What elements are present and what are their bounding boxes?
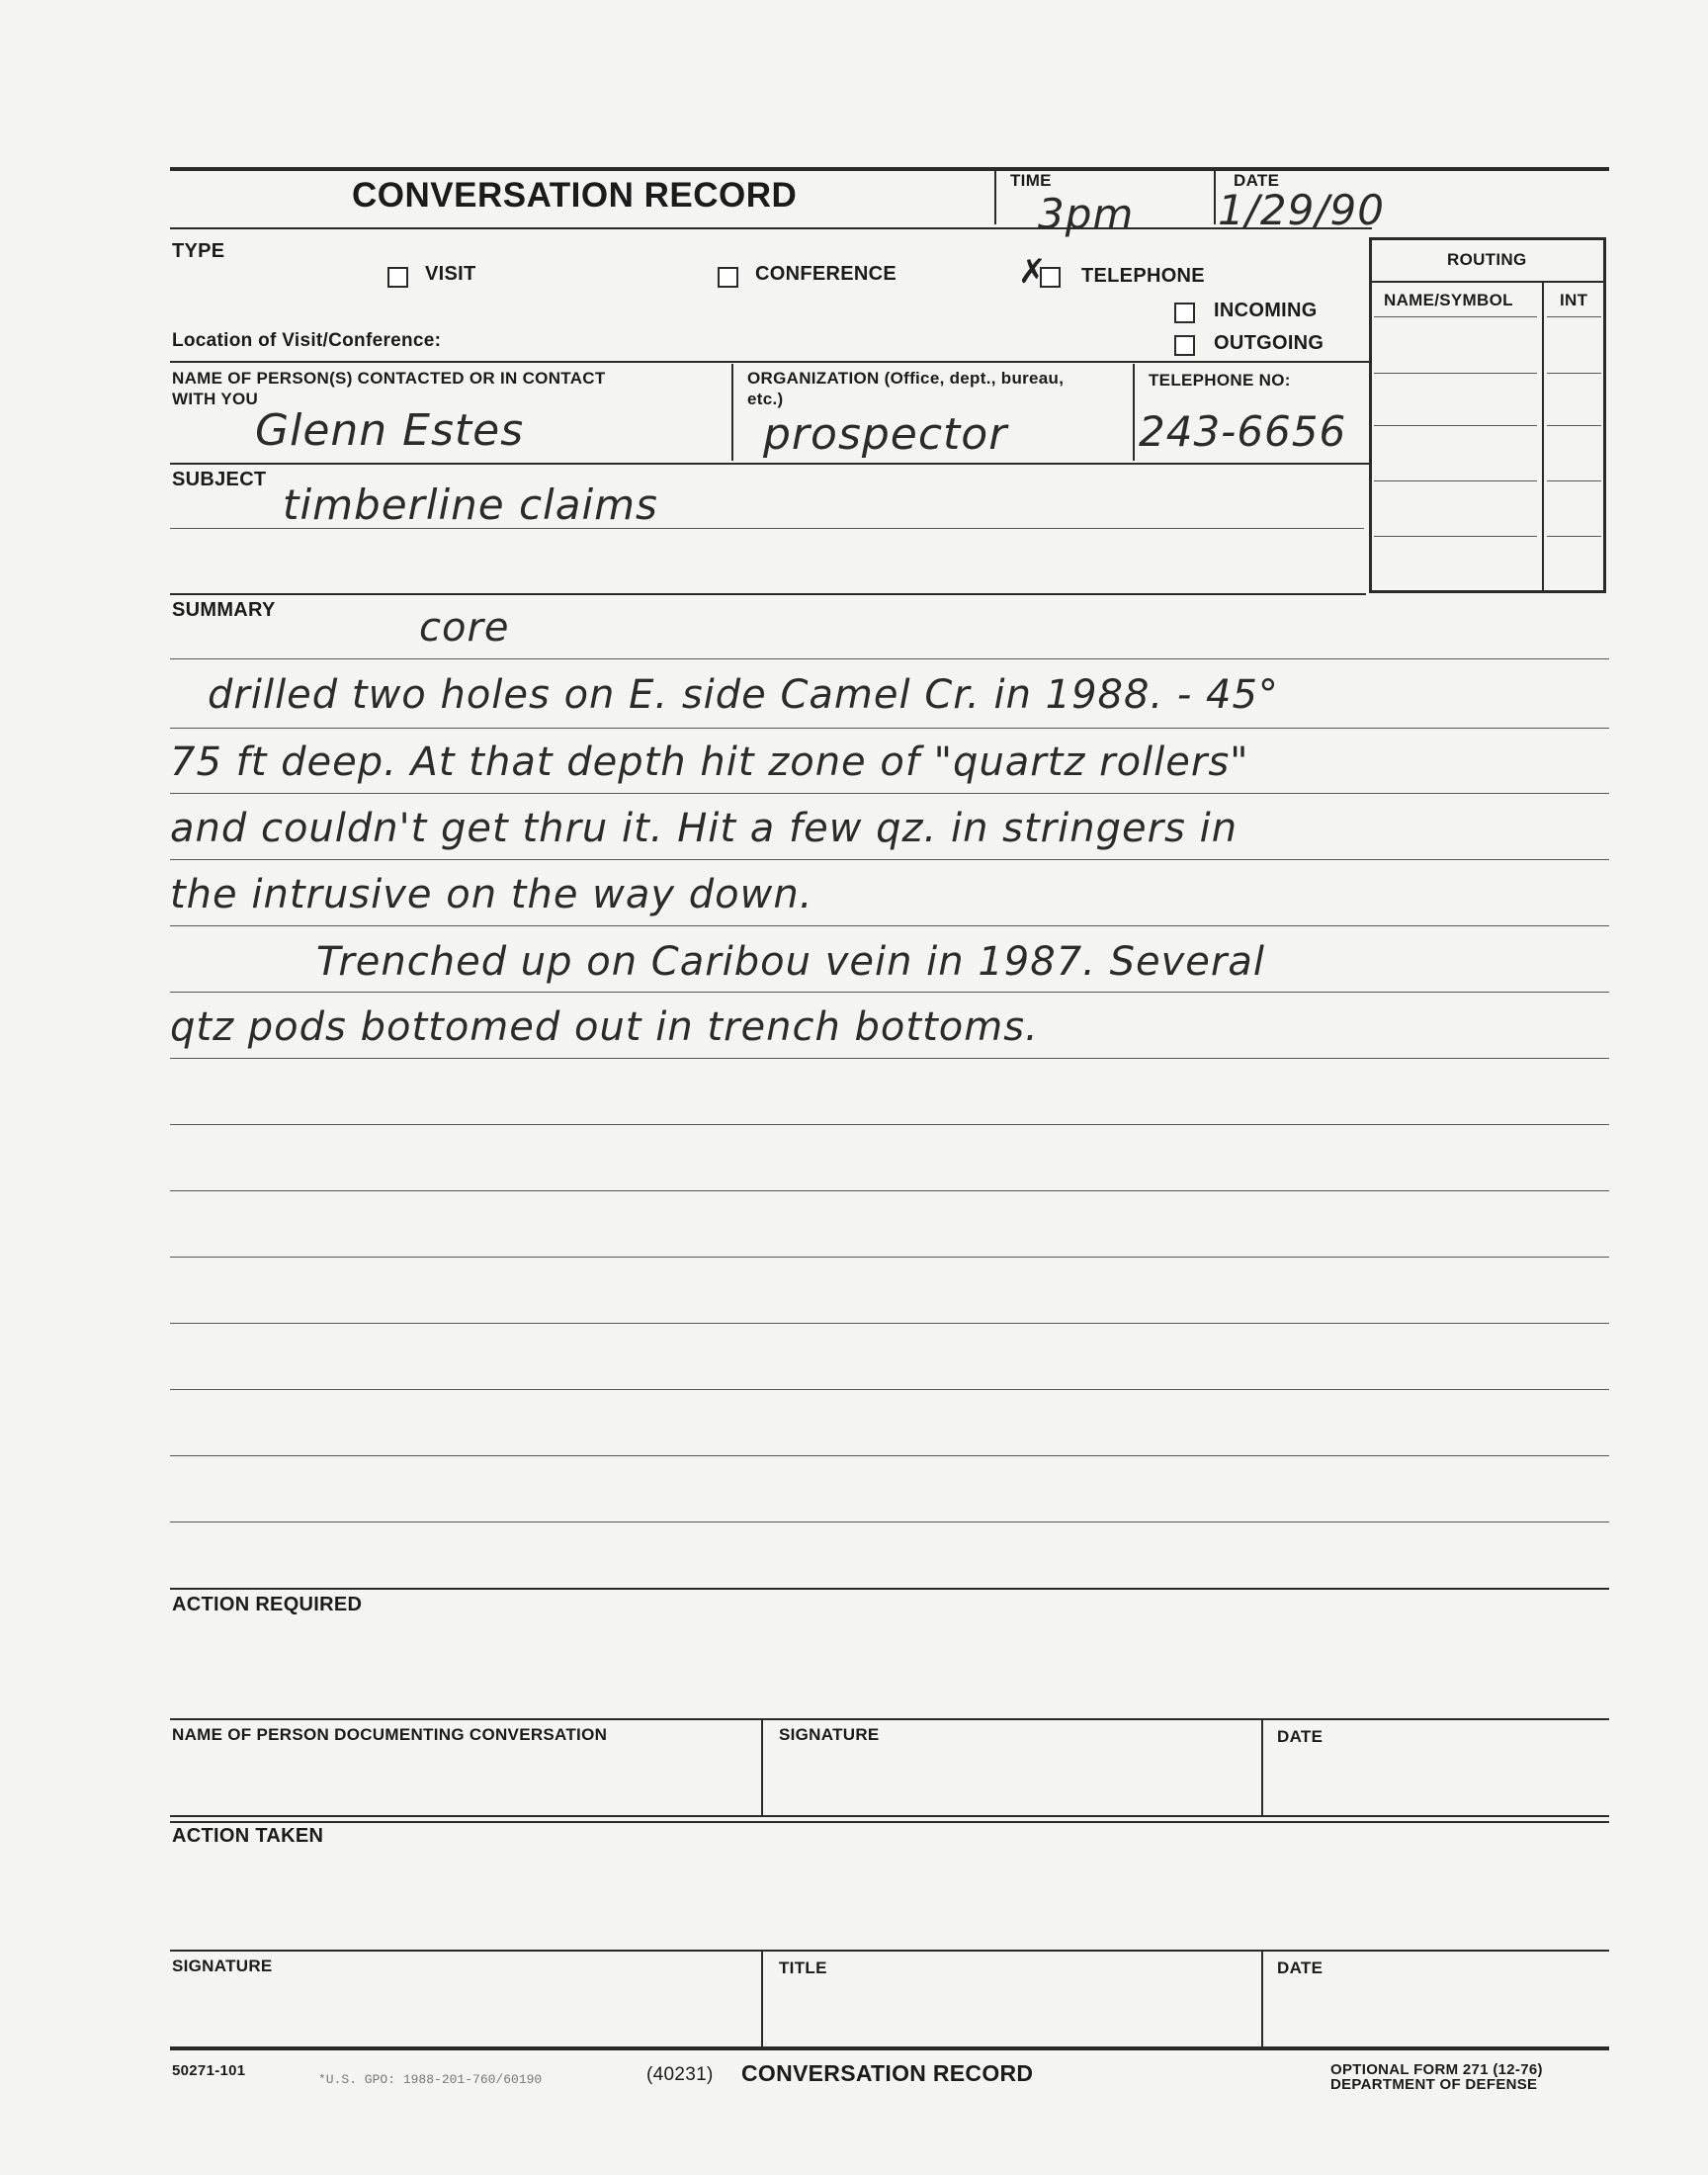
stock-number: (40231): [646, 2064, 714, 2085]
time-divider: [994, 169, 996, 224]
time-label: TIME: [1010, 171, 1052, 190]
summary-insert-value: core: [419, 605, 510, 651]
documenter-top-rule: [170, 1718, 1609, 1720]
summary-line: [170, 925, 1609, 926]
summary-text-line: drilled two holes on E. side Camel Cr. in 1988. - 45°: [208, 672, 1279, 718]
conference-checkbox[interactable]: [718, 267, 738, 288]
subject-line: [170, 528, 1364, 529]
optional-form-label: OPTIONAL FORM 271 (12-76): [1330, 2061, 1543, 2078]
routing-row-line: [1547, 536, 1601, 537]
department-label: DEPARTMENT OF DEFENSE: [1330, 2076, 1538, 2093]
form-number: 50271-101: [172, 2062, 246, 2079]
telephone-value: 243-6656: [1139, 407, 1347, 456]
summary-text-line: 75 ft deep. At that depth hit zone of "quartz rollers": [170, 740, 1249, 785]
signature-divider: [761, 1720, 763, 1815]
location-label: Location of Visit/Conference:: [172, 330, 442, 351]
telephone-label: TELEPHONE: [1081, 265, 1205, 287]
contact-label-cont: WITH YOU: [172, 390, 259, 408]
summary-line: [170, 658, 1609, 659]
date-divider: [1214, 169, 1216, 224]
documenter-bottom-rule-double: [170, 1821, 1609, 1823]
contact-label: NAME OF PERSON(S) CONTACTED OR IN CONTACT: [172, 369, 606, 388]
documenter-bottom-rule: [170, 1815, 1609, 1817]
telephone-divider: [1133, 364, 1135, 461]
telephone-no-label: TELEPHONE NO:: [1149, 371, 1291, 390]
action-required-label: ACTION REQUIRED: [172, 1594, 363, 1615]
subject-bottom-rule: [170, 593, 1366, 595]
gpo-imprint: *U.S. GPO: 1988-201-760/60190: [318, 2072, 543, 2087]
summary-line: [170, 992, 1609, 993]
time-value: 3pm: [1038, 190, 1135, 238]
routing-name-symbol-label: NAME/SYMBOL: [1384, 291, 1513, 309]
footer-title: CONVERSATION RECORD: [741, 2060, 1034, 2086]
header-bottom-rule: [170, 227, 1372, 229]
date-divider-3: [1261, 1952, 1263, 2046]
bottom-rule: [170, 2046, 1609, 2050]
summary-line: [170, 1190, 1609, 1191]
subject-value: timberline claims: [283, 480, 658, 529]
routing-row-line: [1374, 316, 1537, 317]
routing-column-divider: [1542, 281, 1544, 591]
visit-label: VISIT: [425, 263, 476, 285]
telephone-check-mark: ✗: [1018, 252, 1047, 292]
contact-bottom-rule: [170, 463, 1372, 465]
org-divider: [731, 364, 733, 461]
title-label: TITLE: [779, 1958, 827, 1977]
summary-text-line: Trenched up on Caribou vein in 1987. Several: [316, 939, 1265, 985]
conference-label: CONFERENCE: [755, 263, 897, 285]
routing-label: ROUTING: [1447, 250, 1527, 269]
summary-bottom-rule: [170, 1588, 1609, 1590]
contact-name-value: Glenn Estes: [255, 405, 525, 456]
summary-line: [170, 859, 1609, 860]
date-label: DATE: [1234, 171, 1280, 190]
outgoing-checkbox[interactable]: [1174, 335, 1195, 356]
summary-label: SUMMARY: [172, 599, 276, 621]
form-title: CONVERSATION RECORD: [352, 176, 798, 215]
outgoing-label: OUTGOING: [1214, 332, 1324, 354]
action-date-label: DATE: [1277, 1958, 1324, 1977]
routing-row-line: [1374, 425, 1537, 426]
summary-text-line: and couldn't get thru it. Hit a few qz. in stringers in: [170, 806, 1238, 851]
title-divider: [761, 1952, 763, 2046]
routing-row-line: [1374, 373, 1537, 374]
summary-line: [170, 1389, 1609, 1390]
type-label: TYPE: [172, 240, 225, 262]
routing-header-rule: [1369, 281, 1606, 283]
visit-checkbox[interactable]: [387, 267, 408, 288]
signature-label: SIGNATURE: [779, 1725, 880, 1744]
summary-line: [170, 1323, 1609, 1324]
summary-line: [170, 1124, 1609, 1125]
summary-line: [170, 1058, 1609, 1059]
date-value: 1/29/90: [1218, 186, 1385, 234]
routing-row-line: [1374, 536, 1537, 537]
signature-label-2: SIGNATURE: [172, 1957, 273, 1975]
signature-row-top-rule: [170, 1950, 1609, 1952]
documenter-label: NAME OF PERSON DOCUMENTING CONVERSATION: [172, 1725, 608, 1744]
date-divider-2: [1261, 1720, 1263, 1815]
summary-text-line: the intrusive on the way down.: [170, 872, 813, 917]
summary-text-line: qtz pods bottomed out in trench bottoms.: [170, 1004, 1039, 1050]
summary-line: [170, 728, 1609, 729]
top-rule: [170, 167, 1609, 171]
subject-label: SUBJECT: [172, 469, 267, 490]
summary-line: [170, 793, 1609, 794]
routing-row-line: [1374, 480, 1537, 481]
org-value: prospector: [763, 409, 1008, 460]
incoming-label: INCOMING: [1214, 300, 1318, 321]
summary-line: [170, 1455, 1609, 1456]
org-label: ORGANIZATION (Office, dept., bureau,: [747, 369, 1065, 388]
routing-row-line: [1547, 373, 1601, 374]
routing-int-label: INT: [1560, 291, 1588, 309]
documenter-date-label: DATE: [1277, 1727, 1324, 1746]
routing-row-line: [1547, 480, 1601, 481]
org-label-cont: etc.): [747, 390, 784, 408]
routing-row-line: [1547, 316, 1601, 317]
action-taken-label: ACTION TAKEN: [172, 1825, 324, 1847]
routing-row-line: [1547, 425, 1601, 426]
incoming-checkbox[interactable]: [1174, 303, 1195, 323]
type-bottom-rule: [170, 361, 1372, 363]
summary-line: [170, 1257, 1609, 1258]
